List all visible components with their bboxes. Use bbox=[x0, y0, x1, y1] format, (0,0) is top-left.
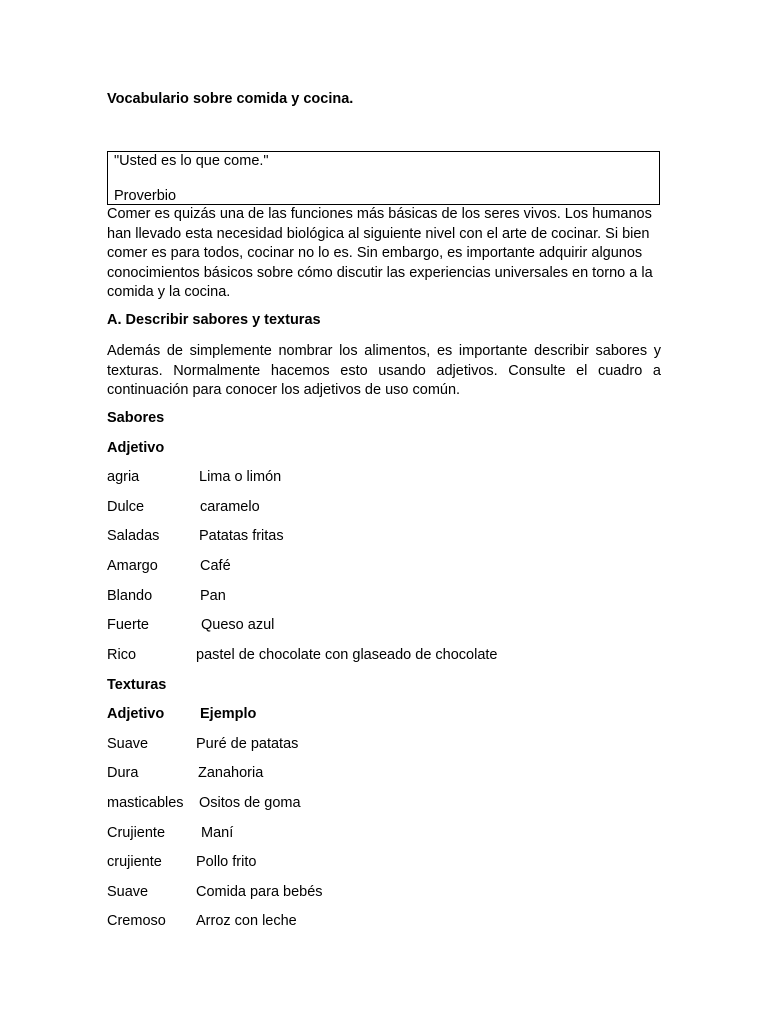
quote-source: Proverbio bbox=[114, 188, 177, 204]
sabores-row bbox=[107, 469, 661, 489]
sabores-adjective: Saladas bbox=[107, 528, 160, 544]
sabores-row bbox=[107, 647, 661, 667]
texturas-adjective: Dura bbox=[107, 765, 139, 781]
section-a-heading: A. Describir sabores y texturas bbox=[107, 312, 321, 328]
sabores-row bbox=[107, 617, 661, 637]
quote-box bbox=[107, 151, 660, 205]
intro-paragraph: Comer es quizás una de las funciones más básicas de los seres vivos. Los humanos han llevado esta necesidad biológica al siguiente nivel con el arte de cocinar. Si bien comer es para todos, cocinar no lo es. Sin embargo, es importante adquirir algunos conocimientos básicos sobre cómo discutir las experiencias universales en torno a la comida y la cocina. bbox=[107, 206, 653, 301]
sabores-adjective: Fuerte bbox=[107, 617, 149, 633]
sabores-row bbox=[107, 588, 661, 608]
texturas-row bbox=[107, 854, 661, 874]
texturas-column-header-ejemplo: Ejemplo bbox=[200, 706, 257, 722]
texturas-adjective: Cremoso bbox=[107, 913, 166, 929]
texturas-example: Zanahoria bbox=[198, 765, 264, 781]
sabores-adjective: Dulce bbox=[107, 499, 145, 515]
sabores-example: pastel de chocolate con glaseado de chocolate bbox=[196, 647, 498, 663]
sabores-heading: Sabores bbox=[107, 410, 165, 426]
sabores-example: Pan bbox=[200, 588, 226, 604]
texturas-example: Ositos de goma bbox=[199, 795, 301, 811]
texturas-row bbox=[107, 795, 661, 815]
texturas-adjective: Suave bbox=[107, 884, 149, 900]
texturas-row bbox=[107, 913, 661, 933]
texturas-adjective: masticables bbox=[107, 795, 184, 811]
texturas-example: Pollo frito bbox=[196, 854, 257, 870]
texturas-row bbox=[107, 736, 661, 756]
sabores-example: caramelo bbox=[200, 499, 260, 515]
sabores-row bbox=[107, 499, 661, 519]
texturas-header-row bbox=[107, 706, 661, 726]
sabores-adjective: Rico bbox=[107, 647, 137, 663]
quote-text: "Usted es lo que come." bbox=[114, 153, 269, 169]
texturas-heading: Texturas bbox=[107, 677, 167, 693]
texturas-example: Arroz con leche bbox=[196, 913, 297, 929]
texturas-adjective: crujiente bbox=[107, 854, 162, 870]
sabores-example: Lima o limón bbox=[199, 469, 282, 485]
section-a-paragraph: Además de simplemente nombrar los alimentos, es importante describir sabores y texturas. Normalmente hacemos esto usando adjetivos. Consulte el cuadro a continuación para conocer los adjetivos de uso común. bbox=[107, 343, 661, 399]
texturas-example: Puré de patatas bbox=[196, 736, 299, 752]
texturas-adjective: Crujiente bbox=[107, 825, 166, 841]
texturas-row bbox=[107, 884, 661, 904]
sabores-adjective: agria bbox=[107, 469, 140, 485]
texturas-row bbox=[107, 825, 661, 845]
sabores-column-header: Adjetivo bbox=[107, 440, 165, 456]
sabores-example: Queso azul bbox=[201, 617, 275, 633]
texturas-example: Comida para bebés bbox=[196, 884, 323, 900]
texturas-example: Maní bbox=[201, 825, 234, 841]
texturas-row bbox=[107, 765, 661, 785]
sabores-adjective: Blando bbox=[107, 588, 153, 604]
sabores-example: Café bbox=[200, 558, 231, 574]
sabores-row bbox=[107, 528, 661, 548]
document-title: Vocabulario sobre comida y cocina. bbox=[107, 91, 354, 107]
texturas-adjective: Suave bbox=[107, 736, 149, 752]
sabores-example: Patatas fritas bbox=[199, 528, 284, 544]
sabores-adjective: Amargo bbox=[107, 558, 158, 574]
sabores-row bbox=[107, 558, 661, 578]
texturas-column-header-adjetivo: Adjetivo bbox=[107, 706, 165, 722]
